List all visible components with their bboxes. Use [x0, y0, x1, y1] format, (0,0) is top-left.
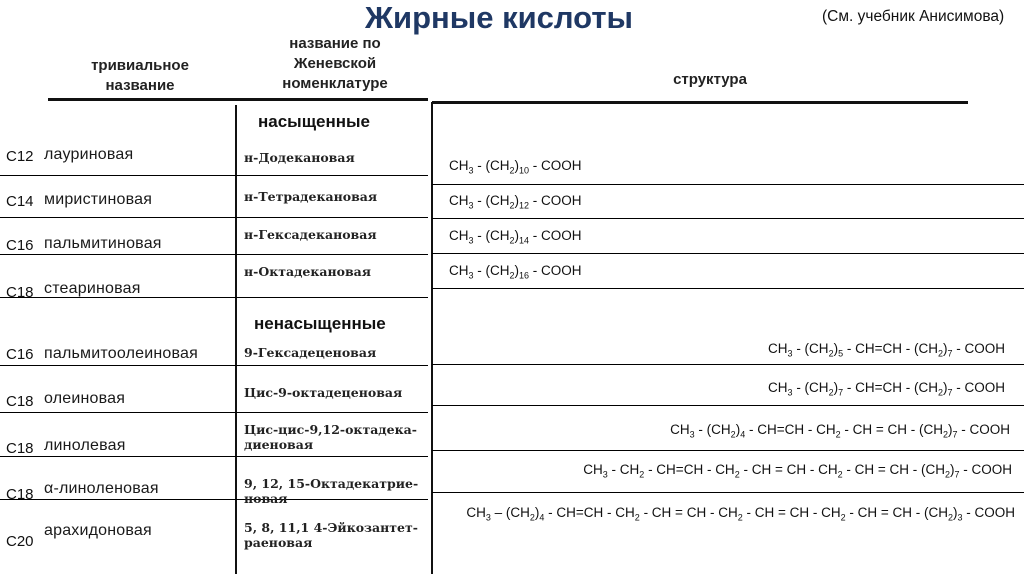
- geneva-name: 9, 12, 15-Октадекатрие-новая: [244, 476, 419, 506]
- row-divider: [0, 456, 428, 457]
- trivial-name: миристиновая: [44, 191, 153, 208]
- header-rule-left: [48, 98, 428, 101]
- carbon-count: C20: [6, 533, 34, 550]
- row-divider: [0, 254, 428, 255]
- row-divider: [0, 217, 428, 218]
- carbon-count: C14: [6, 193, 34, 210]
- row-divider: [0, 365, 428, 366]
- trivial-name: линолевая: [44, 437, 126, 454]
- row-divider: [432, 405, 1024, 406]
- header-geneva: название по Женевской номенклатуре: [282, 35, 388, 92]
- carbon-count: C12: [6, 148, 34, 165]
- geneva-name: н-Додекановая: [244, 150, 355, 165]
- row-divider: [432, 184, 1024, 185]
- trivial-name: олеиновая: [44, 390, 126, 407]
- group-unsaturated: ненасыщенные: [254, 314, 386, 333]
- structure-formula: $CH_3 - (CH_2)_{12}$ - COOH: [449, 193, 582, 211]
- structure-formula: $CH_3 - (CH_2)_4 - CH=CH - CH_2$ - CH = CH - $(CH_2)_7$ - COOH: [670, 422, 1010, 440]
- reference-note: (См. учебник Анисимова): [822, 8, 1005, 25]
- row-divider: [0, 412, 428, 413]
- structure-formula: $CH_3 - CH_2 - CH=CH - CH_2$ - CH = CH - $CH_2$ - CH = CH - $(CH_2)_7$ - COOH: [583, 462, 1012, 480]
- geneva-name: н-Гексадекановая: [244, 227, 377, 242]
- row-divider: [432, 218, 1024, 219]
- trivial-name: α-линоленовая: [44, 480, 159, 497]
- header-structure: структура: [673, 71, 747, 88]
- header-trivial: тривиальное название: [91, 57, 189, 94]
- geneva-name: 5, 8, 11,1 4-Эйкозантет-раеновая: [244, 520, 418, 550]
- structure-formula: $CH_3 - (CH_2)_4 - CH=CH - CH_2$ - CH = CH - $CH_2$ - CH = CH - $CH_2$ - CH = CH - $(CH_2)_3$ - COOH: [466, 505, 1015, 523]
- trivial-name: лауриновая: [44, 146, 134, 163]
- carbon-count: C18: [6, 486, 34, 503]
- trivial-name: пальмитиновая: [44, 235, 162, 252]
- carbon-count: C16: [6, 346, 34, 363]
- carbon-count: C18: [6, 284, 34, 301]
- structure-formula: $CH_3 - (CH_2)_5 - CH=CH - (CH_2)_7$ - COOH: [768, 341, 1005, 359]
- row-divider: [432, 364, 1024, 365]
- geneva-name: 9-Гексадеценовая: [244, 345, 377, 360]
- column-divider-right: [431, 102, 433, 574]
- row-divider: [432, 492, 1024, 493]
- carbon-count: C18: [6, 393, 34, 410]
- structure-formula: $CH_3 - (CH_2)_7 - CH=CH - (CH_2)_7$ - COOH: [768, 380, 1005, 398]
- structure-formula: $CH_3 - (CH_2)_{10}$ - COOH: [449, 158, 582, 176]
- row-divider: [432, 450, 1024, 451]
- trivial-name: стеариновая: [44, 280, 141, 297]
- group-saturated: насыщенные: [258, 112, 371, 131]
- row-divider: [0, 175, 428, 176]
- header-rule-right: [432, 101, 968, 104]
- geneva-name: н-Тетрадекановая: [244, 189, 378, 204]
- page-title: Жирные кислоты: [365, 0, 633, 35]
- trivial-name: арахидоновая: [44, 522, 152, 539]
- row-divider: [432, 253, 1024, 254]
- carbon-count: C16: [6, 237, 34, 254]
- row-divider: [432, 288, 1024, 289]
- geneva-name: Цис-9-октадеценовая: [244, 385, 403, 400]
- structure-formula: $CH_3 - (CH_2)_{14}$ - COOH: [449, 228, 582, 246]
- carbon-count: C18: [6, 440, 34, 457]
- geneva-name: н-Октадекановая: [244, 264, 372, 279]
- structure-formula: $CH_3 - (CH_2)_{16}$ - COOH: [449, 263, 582, 281]
- geneva-name: Цис-цис-9,12-октадека-диеновая: [244, 422, 417, 452]
- trivial-name: пальмитоолеиновая: [44, 345, 198, 362]
